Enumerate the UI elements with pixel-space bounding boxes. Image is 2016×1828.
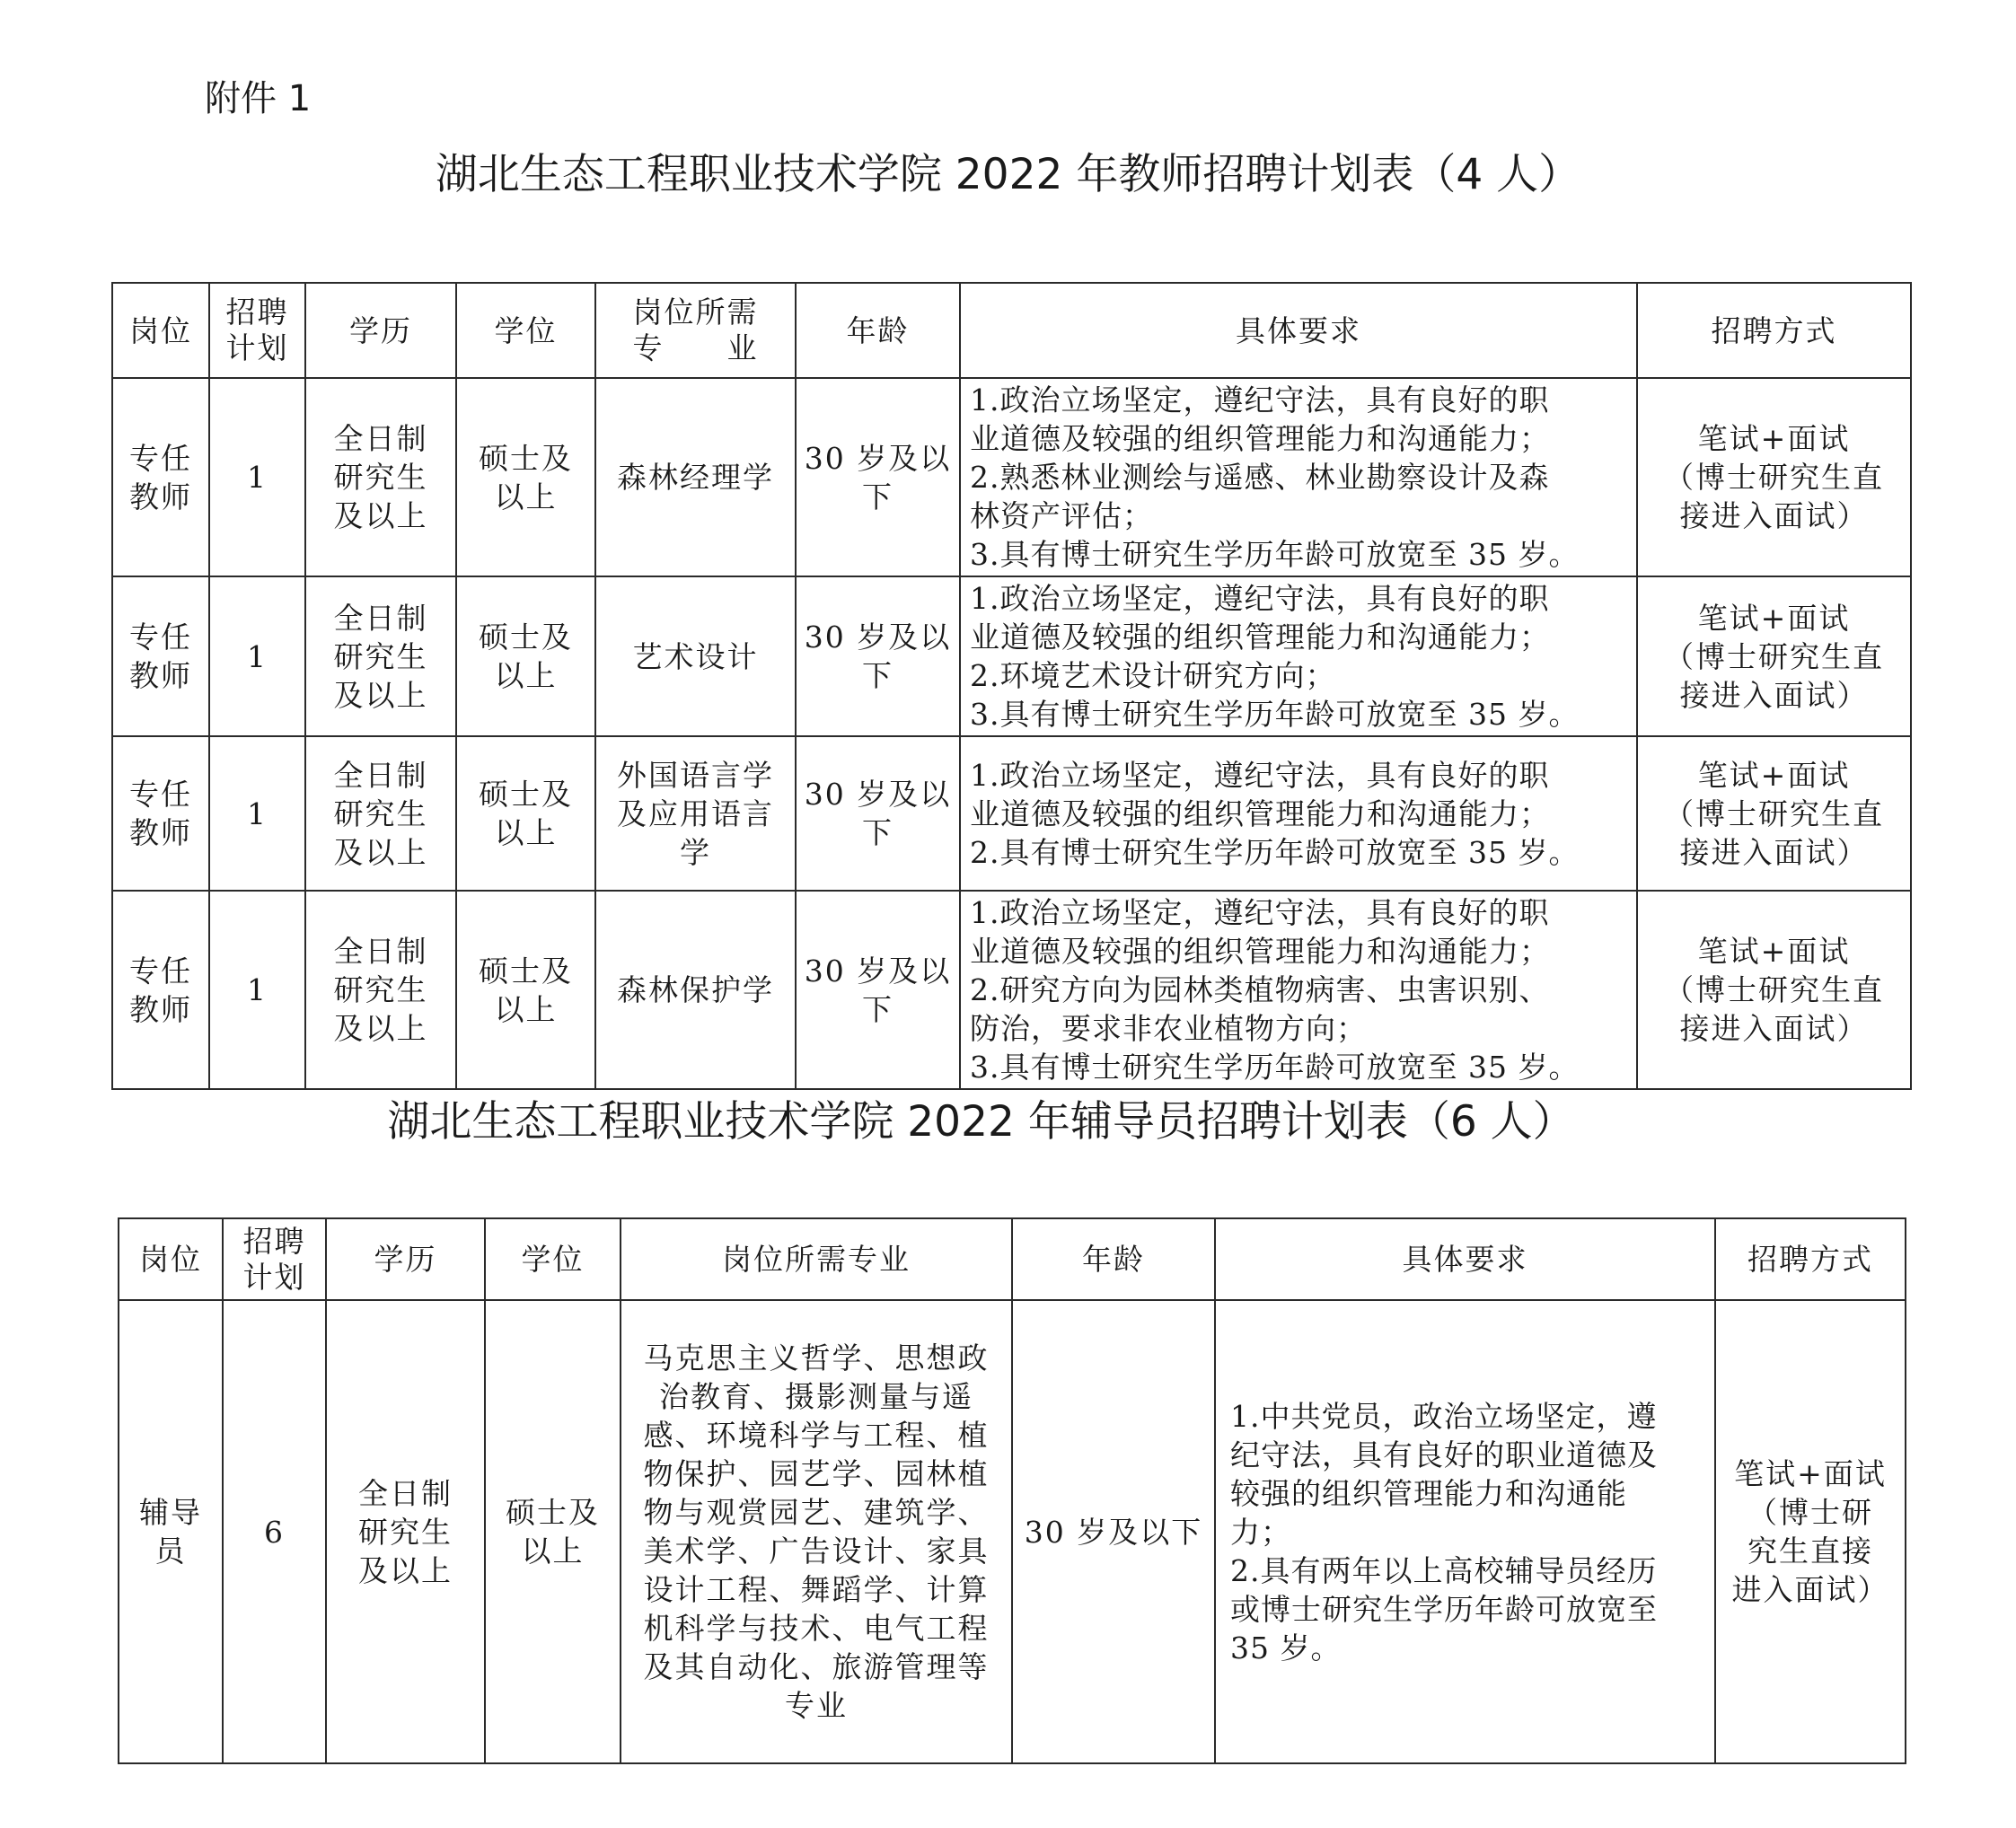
cell-line: 究生直接 <box>1747 1534 1873 1569</box>
cell-plan: 1 <box>209 576 305 736</box>
cell-line: 笔试+面试 <box>1697 757 1851 793</box>
cell-education <box>305 378 456 576</box>
cell-line: 硕士及 <box>506 1495 600 1530</box>
cell-line: 教师 <box>129 815 192 850</box>
cell-line: （博士研究生直 <box>1664 972 1884 1007</box>
requirement-line: 1.政治立场坚定，遵纪守法，具有良好的职 <box>970 757 1550 793</box>
cell-major <box>621 1300 1012 1763</box>
header-plan <box>223 1218 326 1300</box>
cell-requirements <box>960 736 1637 891</box>
cell-major <box>595 891 796 1089</box>
cell-line: 接进入面试） <box>1679 1011 1869 1046</box>
cell-line: 及以上 <box>333 1011 428 1046</box>
cell-line: （博士研究生直 <box>1664 638 1884 674</box>
cell-line: 研究生 <box>333 460 428 495</box>
cell-line: 以上 <box>494 479 558 514</box>
cell-line: 笔试+面试 <box>1697 421 1851 456</box>
cell-line: 及其自动化、旅游管理等 <box>643 1649 990 1684</box>
cell-line: 专任 <box>129 953 192 989</box>
cell-line: 接进入面试） <box>1679 834 1869 870</box>
cell-line: 物与观赏园艺、建筑学、 <box>643 1495 990 1530</box>
cell-post <box>112 736 209 891</box>
header-plan-line1: 招聘 <box>225 294 289 330</box>
cell-line: 下 <box>862 815 894 850</box>
cell-line: 进入面试） <box>1731 1572 1889 1607</box>
header-plan <box>209 283 305 378</box>
cell-line: 森林经理学 <box>617 460 774 495</box>
cell-line: 机科学与技术、电气工程 <box>643 1611 990 1646</box>
cell-line: 全日制 <box>333 421 428 456</box>
cell-degree <box>456 891 595 1089</box>
cell-line: 研究生 <box>358 1514 453 1550</box>
requirement-line: 林资产评估； <box>970 498 1153 533</box>
requirement-line: 3.具有博士研究生学历年龄可放宽至 35 岁。 <box>970 1050 1580 1085</box>
cell-line: 全日制 <box>333 757 428 793</box>
header-degree: 学位 <box>456 283 595 378</box>
table-row <box>112 891 1911 1089</box>
requirement-line: 1.中共党员，政治立场坚定，遵 <box>1230 1398 1658 1434</box>
cell-age <box>796 378 960 576</box>
cell-line: 以上 <box>494 658 558 693</box>
header-education: 学历 <box>305 283 456 378</box>
cell-major <box>595 736 796 891</box>
cell-line: 专任 <box>129 620 192 655</box>
cell-line: （博士研 <box>1747 1495 1873 1530</box>
cell-line: 马克思主义哲学、思想政 <box>643 1340 990 1375</box>
requirement-line: 力； <box>1230 1514 1291 1550</box>
cell-major <box>595 378 796 576</box>
requirement-line: 纪守法，具有良好的职业道德及 <box>1230 1437 1658 1472</box>
cell-line: 专业 <box>785 1688 848 1723</box>
cell-line: 接进入面试） <box>1679 498 1869 533</box>
requirement-line: 3.具有博士研究生学历年龄可放宽至 35 岁。 <box>970 697 1580 732</box>
cell-line: 研究生 <box>333 638 428 674</box>
table-row <box>112 378 1911 576</box>
attachment-label: 附件 1 <box>205 78 312 119</box>
cell-degree <box>485 1300 621 1763</box>
cell-line: 及应用语言 <box>617 795 774 831</box>
requirement-line: 业道德及较强的组织管理能力和沟通能力； <box>970 620 1550 655</box>
header-age: 年龄 <box>1012 1218 1215 1300</box>
counselor-header-row <box>119 1218 1906 1300</box>
cell-requirements <box>1215 1300 1715 1763</box>
header-plan-line1: 招聘 <box>242 1223 306 1259</box>
cell-line: 教师 <box>129 991 192 1027</box>
header-method: 招聘方式 <box>1637 283 1911 378</box>
cell-line: 研究生 <box>333 972 428 1007</box>
requirement-line: 业道德及较强的组织管理能力和沟通能力； <box>970 421 1550 456</box>
cell-line: 感、环境科学与工程、植 <box>643 1418 990 1453</box>
table-row <box>112 736 1911 891</box>
header-major <box>595 283 796 378</box>
cell-age <box>796 576 960 736</box>
cell-age <box>796 891 960 1089</box>
requirement-line: 3.具有博士研究生学历年龄可放宽至 35 岁。 <box>970 537 1580 572</box>
requirement-line: 2.环境艺术设计研究方向； <box>970 658 1336 693</box>
cell-line: 硕士及 <box>479 777 573 812</box>
cell-education <box>305 891 456 1089</box>
cell-line: 外国语言学 <box>617 757 774 793</box>
cell-line: 教师 <box>129 479 192 514</box>
table-row <box>112 576 1911 736</box>
teacher-table-title: 湖北生态工程职业技术学院 2022 年教师招聘计划表（4 人） <box>435 150 1581 199</box>
cell-line: 及以上 <box>358 1552 453 1588</box>
cell-line: 硕士及 <box>479 953 573 989</box>
cell-degree <box>456 576 595 736</box>
header-post: 岗位 <box>112 283 209 378</box>
teacher-header-row <box>112 283 1911 378</box>
cell-plan: 6 <box>223 1300 326 1763</box>
cell-line: 硕士及 <box>479 440 573 476</box>
cell-line: 30 岁及以 <box>804 953 952 989</box>
cell-line: 下 <box>862 479 894 514</box>
cell-education <box>305 736 456 891</box>
requirement-line: 2.具有两年以上高校辅导员经历 <box>1230 1552 1658 1588</box>
cell-major <box>595 576 796 736</box>
cell-method <box>1637 736 1911 891</box>
cell-line: 及以上 <box>333 498 428 533</box>
cell-age <box>796 736 960 891</box>
cell-degree <box>456 378 595 576</box>
cell-line: 笔试+面试 <box>1697 600 1851 636</box>
cell-line: 辅导 <box>139 1495 202 1530</box>
counselor-table-title: 湖北生态工程职业技术学院 2022 年辅导员招聘计划表（6 人） <box>387 1097 1575 1147</box>
cell-plan: 1 <box>209 736 305 891</box>
requirement-line: 2.研究方向为园林类植物病害、虫害识别、 <box>970 972 1550 1007</box>
cell-line: 森林保护学 <box>617 972 774 1007</box>
cell-line: 研究生 <box>333 795 428 831</box>
cell-education <box>305 576 456 736</box>
cell-line: 笔试+面试 <box>1697 934 1851 969</box>
cell-post <box>112 891 209 1089</box>
header-requirements: 具体要求 <box>960 283 1637 378</box>
header-major-line1: 岗位所需 <box>632 294 759 330</box>
header-major-line2: 专 业 <box>632 330 759 365</box>
cell-method <box>1637 576 1911 736</box>
cell-line: 下 <box>862 658 894 693</box>
cell-line: 专任 <box>129 440 192 476</box>
cell-line: 专任 <box>129 777 192 812</box>
cell-line: （博士研究生直 <box>1664 795 1884 831</box>
cell-line: 硕士及 <box>479 620 573 655</box>
cell-line: 全日制 <box>333 934 428 969</box>
cell-method <box>1715 1300 1906 1763</box>
cell-line: 以上 <box>521 1534 585 1569</box>
cell-line: （博士研究生直 <box>1664 460 1884 495</box>
cell-requirements <box>960 378 1637 576</box>
cell-line: 设计工程、舞蹈学、计算 <box>643 1572 990 1607</box>
cell-requirements <box>960 891 1637 1089</box>
cell-line: 物保护、园艺学、园林植 <box>643 1456 990 1491</box>
cell-method <box>1637 891 1911 1089</box>
requirement-line: 业道德及较强的组织管理能力和沟通能力； <box>970 934 1550 969</box>
cell-line: 艺术设计 <box>632 638 759 674</box>
header-age: 年龄 <box>796 283 960 378</box>
header-education: 学历 <box>326 1218 485 1300</box>
cell-line: 全日制 <box>333 600 428 636</box>
cell-degree <box>456 736 595 891</box>
cell-method <box>1637 378 1911 576</box>
requirement-line: 防治，要求非农业植物方向； <box>970 1011 1367 1046</box>
requirement-line: 2.具有博士研究生学历年龄可放宽至 35 岁。 <box>970 834 1580 870</box>
cell-line: 及以上 <box>333 677 428 713</box>
header-plan-line2: 计划 <box>225 330 289 365</box>
requirement-line: 业道德及较强的组织管理能力和沟通能力； <box>970 795 1550 831</box>
requirement-line: 2.熟悉林业测绘与遥感、林业勘察设计及森 <box>970 460 1550 495</box>
requirement-line: 35 岁。 <box>1230 1630 1342 1665</box>
requirement-line: 1.政治立场坚定，遵纪守法，具有良好的职 <box>970 581 1550 616</box>
cell-education <box>326 1300 485 1763</box>
header-plan-line2: 计划 <box>242 1259 306 1295</box>
header-post: 岗位 <box>119 1218 223 1300</box>
requirement-line: 1.政治立场坚定，遵纪守法，具有良好的职 <box>970 382 1550 417</box>
cell-line: 全日制 <box>358 1475 453 1511</box>
cell-plan: 1 <box>209 891 305 1089</box>
cell-line: 以上 <box>494 991 558 1027</box>
cell-requirements <box>960 576 1637 736</box>
table-row <box>119 1300 1906 1763</box>
teacher-recruitment-table <box>111 282 1912 1090</box>
header-requirements: 具体要求 <box>1215 1218 1715 1300</box>
cell-line: 30 岁及以 <box>804 777 952 812</box>
header-degree: 学位 <box>485 1218 621 1300</box>
header-major: 岗位所需专业 <box>621 1218 1012 1300</box>
counselor-recruitment-table <box>118 1217 1906 1764</box>
cell-age: 30 岁及以下 <box>1012 1300 1215 1763</box>
cell-line: 员 <box>154 1534 187 1569</box>
cell-line: 美术学、广告设计、家具 <box>643 1534 990 1569</box>
cell-line: 及以上 <box>333 834 428 870</box>
cell-line: 治教育、摄影测量与遥 <box>659 1379 973 1414</box>
cell-line: 接进入面试） <box>1679 677 1869 713</box>
cell-post <box>112 576 209 736</box>
cell-line: 30 岁及以 <box>804 440 952 476</box>
requirement-line: 1.政治立场坚定，遵纪守法，具有良好的职 <box>970 895 1550 930</box>
header-method: 招聘方式 <box>1715 1218 1906 1300</box>
cell-line: 下 <box>862 991 894 1027</box>
cell-line: 教师 <box>129 658 192 693</box>
cell-line: 30 岁及以 <box>804 620 952 655</box>
cell-post <box>119 1300 223 1763</box>
requirement-line: 或博士研究生学历年龄可放宽至 <box>1230 1591 1658 1627</box>
cell-line: 学 <box>680 834 711 870</box>
requirement-line: 较强的组织管理能力和沟通能 <box>1230 1475 1627 1511</box>
cell-post <box>112 378 209 576</box>
cell-line: 以上 <box>494 815 558 850</box>
cell-line: 笔试+面试 <box>1734 1456 1887 1491</box>
cell-plan: 1 <box>209 378 305 576</box>
